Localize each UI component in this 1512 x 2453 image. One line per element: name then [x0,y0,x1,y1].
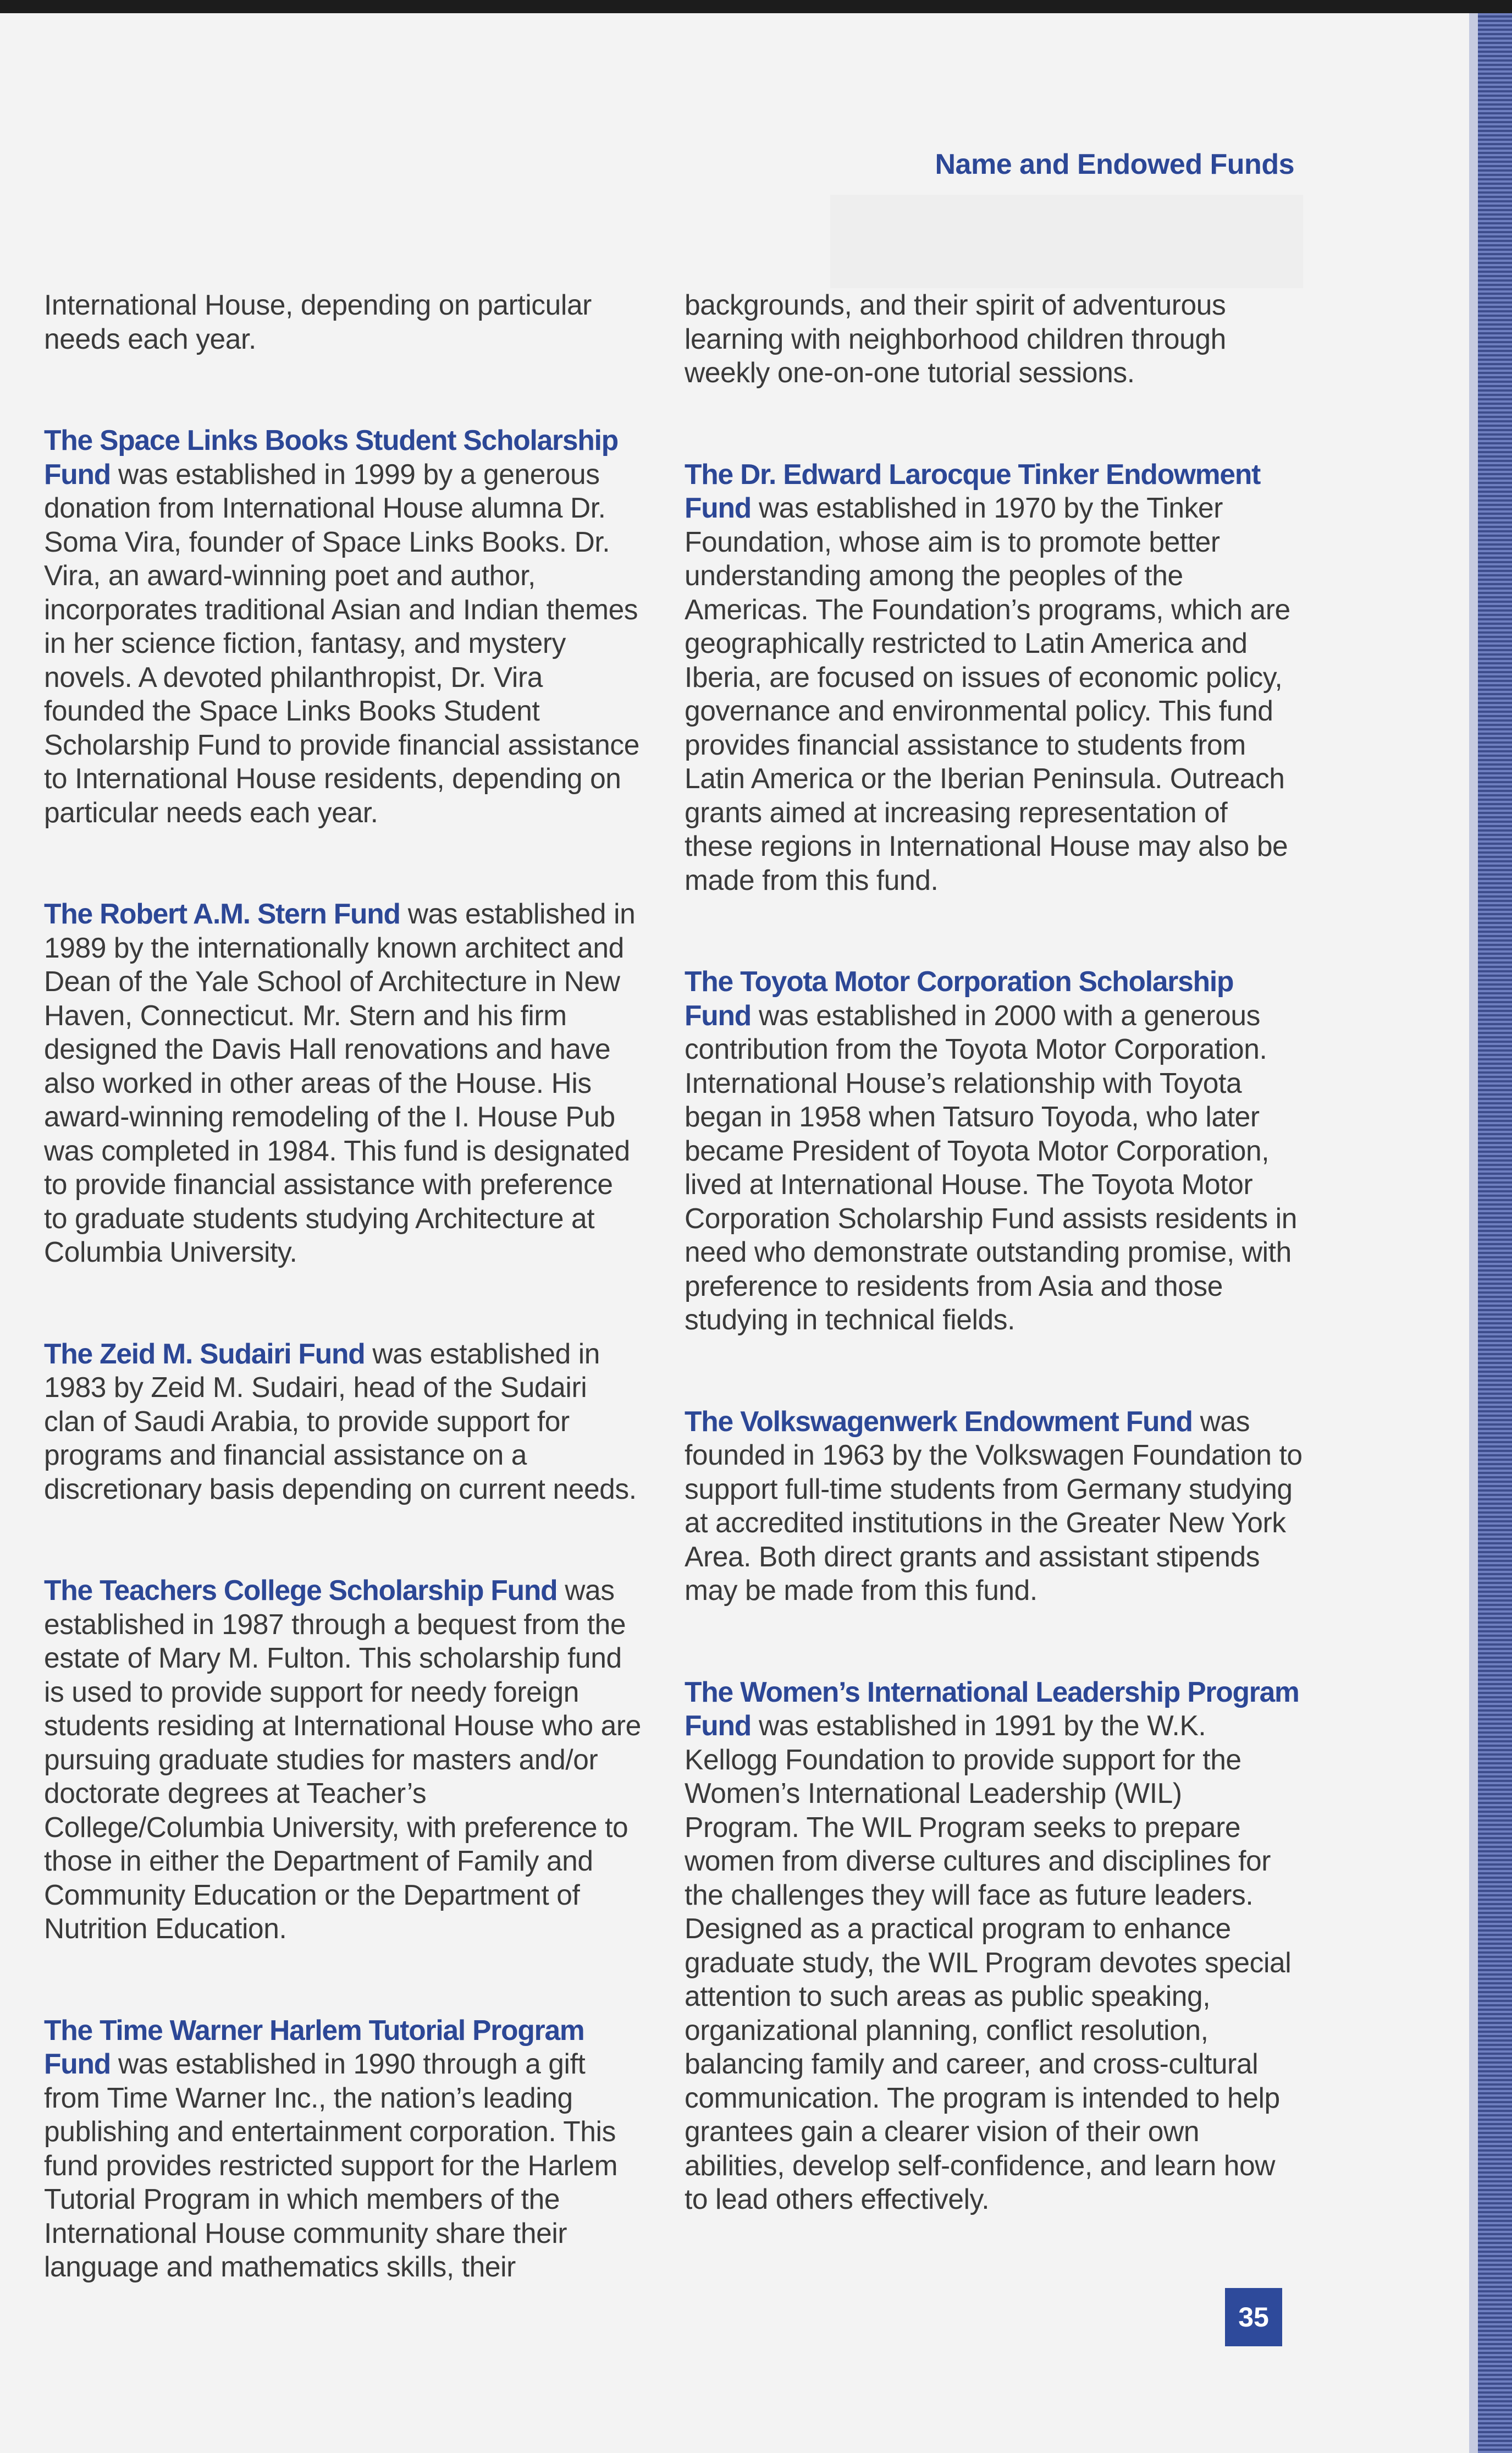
page-number-badge: 35 [1225,2288,1282,2346]
fund-name: The Zeid M. Sudairi Fund [44,1337,365,1370]
section-header: Name and Endowed Funds [935,148,1294,180]
fund-description: was established in 1990 through a gift from Time Warner Inc., the nation’s leading publishing and entertainment corporation. This fund provides restricted support for the Harlem Tutorial Program in which members of the International House community share their language and mathematics skills, their [44,2048,618,2282]
fund-description: was established in 1999 by a generous donation from International House alumna Dr. Soma Vira, founder of Space Links Books. Dr. Vira, an award-winning poet and author, incorporates traditional Asian and Indian themes in her science fiction, fantasy, and mystery novels. A devoted philanthropist, Dr. Vira founded the Space Links Books Student Scholarship Fund to provide financial assistance to International House residents, depending on particular needs each year. [44,458,639,828]
fund-description: was established in 2000 with a generous contribution from the Toyota Motor Corporation. International House’s relationship with Toyota began in 1958 when Tatsuro Toyoda, who later became President of Toyota Motor Corporation, lived at International House. The Toyota Motor Corporation Scholarship Fund assists residents in need who demonstrate outstanding promise, with preference to residents from Asia and those studying in technical fields. [685,999,1297,1335]
fund-description: was established in 1983 by Zeid M. Sudairi, head of the Sudairi clan of Saudi Arabia, to provide support for programs and financial assistance on a discretionary basis depending on current needs. [44,1337,637,1505]
fund-entry [685,1675,1303,2216]
left-column [44,288,643,2352]
binding-edge [1469,13,1512,2453]
continued-paragraph: backgrounds, and their spirit of adventurous learning with neighborhood children through weekly one-on-one tutorial sessions. [685,289,1226,388]
fund-entry [44,1337,643,1506]
fund-entry [44,1574,643,1946]
fund-entry [44,424,643,829]
fund-name: The Volkswagenwerk Endowment Fund [685,1405,1193,1437]
continued-paragraph: International House, depending on particular needs each year. [44,289,592,355]
fund-description: was established in 1989 by the internationally known architect and Dean of the Yale School of Architecture in New Haven, Connecticut. Mr. Stern and his firm designed the Davis Hall renovations and have also worked in other areas of the House. His award-winning remodeling of the I. House Pub was completed in 1984. This fund is designated to provide financial assistance with preference to graduate students studying Architecture at Columbia University. [44,898,636,1268]
fund-entry [685,458,1303,898]
fund-name: The Women’s International Leadership Program Fund [685,1675,1299,1741]
right-column [685,288,1303,2284]
fund-entry [44,2014,643,2284]
fund-entry [685,965,1303,1337]
fund-name: The Teachers College Scholarship Fund [44,1574,558,1606]
fund-name: The Dr. Edward Larocque Tinker Endowment Fund [685,458,1261,524]
fund-name: The Robert A.M. Stern Fund [44,898,400,930]
fund-entry [44,897,643,1269]
fund-name: The Space Links Books Student Scholarship Fund [44,424,618,490]
fund-description: was established in 1970 by the Tinker Foundation, whose aim is to promote better understanding among the peoples of the Americas. The Foundation’s programs, which are geographically restricted to Latin America and Iberia, are focused on issues of economic policy, governance and environmental policy. This fund provides financial assistance to students from Latin America or the Iberian Peninsula. Outreach grants aimed at increasing representation of these regions in International House may also be made from this fund. [685,492,1290,896]
fund-description: was established in 1987 through a bequest from the estate of Mary M. Fulton. This scholarship fund is used to provide support for needy foreign students residing at International House who are pursuing graduate studies for masters and/or doctorate degrees at Teacher’s College/Columbia University, with preference to those in either the Department of Family and Community Education or the Department of Nutrition Education. [44,1574,641,1944]
document-page [0,13,1469,2453]
fund-name: The Time Warner Harlem Tutorial Program Fund [44,2014,584,2080]
fund-entry [685,1405,1303,1608]
fund-description: was founded in 1963 by the Volkswagen Foundation to support full-time students from Germany studying at accredited institutions in the Greater New York Area. Both direct grants and assistant stipends may be made from this fund. [685,1405,1303,1606]
fund-name: The Toyota Motor Corporation Scholarship Fund [685,965,1234,1031]
fund-description: was established in 1991 by the W.K. Kellogg Foundation to provide support for the Women’s International Leadership (WIL) Program. The WIL Program seeks to prepare women from diverse cultures and disciplines for the challenges they will face as future leaders. Designed as a practical program to enhance graduate study, the WIL Program devotes special attention to such areas as public speaking, organizational planning, conflict resolution, balancing family and career, and cross-cultural communication. The program is intended to help grantees gain a clearer vision of their own abilities, develop self-confidence, and learn how to lead others effectively. [685,1709,1292,2215]
